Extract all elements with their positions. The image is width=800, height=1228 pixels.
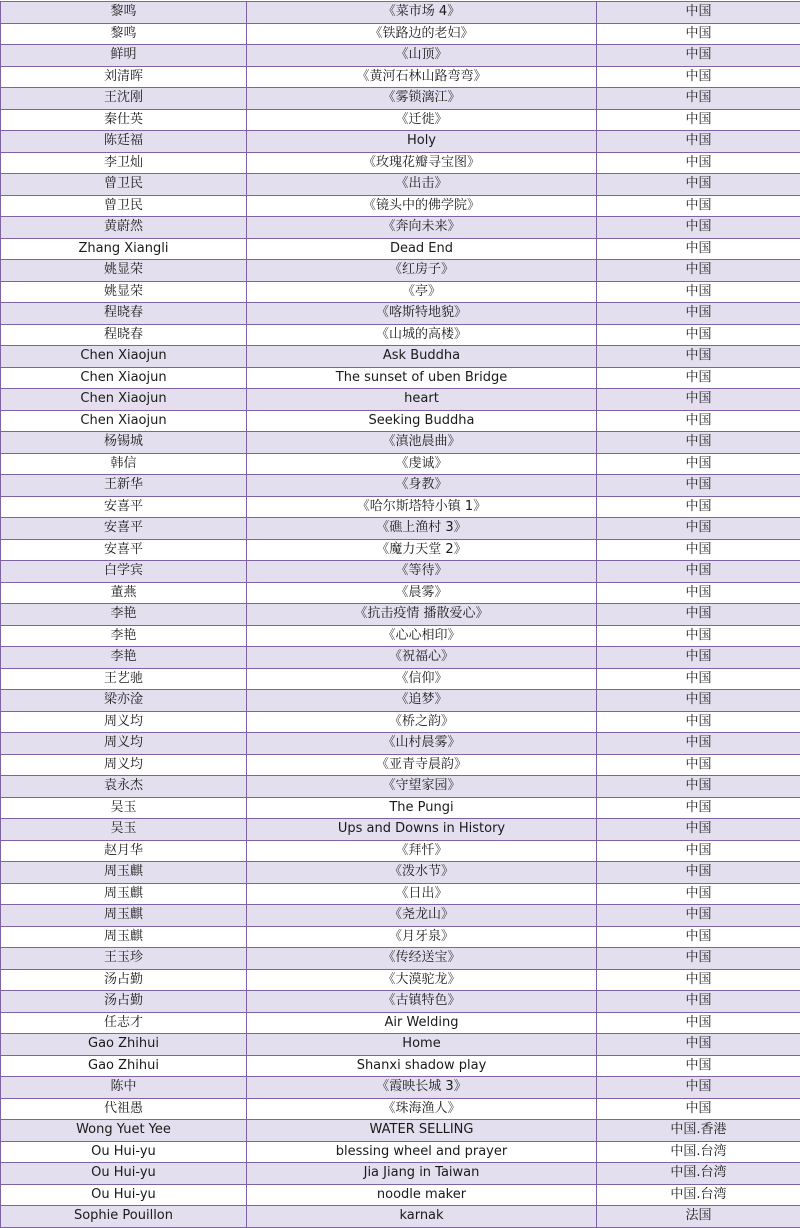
title-cell: 《虔诚》 bbox=[247, 453, 597, 475]
title-cell: 《铁路边的老妇》 bbox=[247, 23, 597, 45]
table-row bbox=[1, 1163, 800, 1185]
country-cell: 中国 bbox=[597, 518, 800, 540]
country-cell: 中国 bbox=[597, 969, 800, 991]
author-cell: 周义均 bbox=[1, 733, 247, 755]
author-cell: 周玉麒 bbox=[1, 862, 247, 884]
country-cell: 中国 bbox=[597, 217, 800, 239]
country-cell: 中国 bbox=[597, 303, 800, 325]
table-row bbox=[1, 561, 800, 583]
country-cell: 中国 bbox=[597, 647, 800, 669]
author-cell: 周玉麒 bbox=[1, 883, 247, 905]
title-cell: 《黄河石林山路弯弯》 bbox=[247, 66, 597, 88]
table-row bbox=[1, 496, 800, 518]
table-row bbox=[1, 1034, 800, 1056]
title-cell: 《大漠驼龙》 bbox=[247, 969, 597, 991]
entries-table-body bbox=[1, 2, 800, 1228]
table-row bbox=[1, 88, 800, 110]
country-cell: 中国 bbox=[597, 1098, 800, 1120]
author-cell: 安喜平 bbox=[1, 539, 247, 561]
country-cell: 中国 bbox=[597, 367, 800, 389]
table-row bbox=[1, 1012, 800, 1034]
author-cell: Wong Yuet Yee bbox=[1, 1120, 247, 1142]
country-cell: 中国 bbox=[597, 475, 800, 497]
author-cell: 陈廷福 bbox=[1, 131, 247, 153]
title-cell: Shanxi shadow play bbox=[247, 1055, 597, 1077]
author-cell: 王艺驰 bbox=[1, 668, 247, 690]
country-cell: 中国 bbox=[597, 862, 800, 884]
country-cell: 中国 bbox=[597, 991, 800, 1013]
country-cell: 中国 bbox=[597, 711, 800, 733]
title-cell: 《桥之韵》 bbox=[247, 711, 597, 733]
author-cell: 李卫灿 bbox=[1, 152, 247, 174]
table-row bbox=[1, 346, 800, 368]
table-row bbox=[1, 905, 800, 927]
table-row bbox=[1, 862, 800, 884]
table-row bbox=[1, 2, 800, 24]
author-cell: Ou Hui-yu bbox=[1, 1163, 247, 1185]
table-row bbox=[1, 66, 800, 88]
title-cell: karnak bbox=[247, 1206, 597, 1228]
title-cell: 《玫瑰花瓣寻宝图》 bbox=[247, 152, 597, 174]
author-cell: Ou Hui-yu bbox=[1, 1184, 247, 1206]
title-cell: 《抗击疫情 播散爱心》 bbox=[247, 604, 597, 626]
author-cell: 赵月华 bbox=[1, 840, 247, 862]
country-cell: 中国.台湾 bbox=[597, 1163, 800, 1185]
table-row bbox=[1, 518, 800, 540]
country-cell: 中国 bbox=[597, 926, 800, 948]
country-cell: 中国.台湾 bbox=[597, 1184, 800, 1206]
table-row bbox=[1, 969, 800, 991]
title-cell: 《哈尔斯塔特小镇 1》 bbox=[247, 496, 597, 518]
title-cell: 《霞映长城 3》 bbox=[247, 1077, 597, 1099]
table-row bbox=[1, 260, 800, 282]
author-cell: 袁永杰 bbox=[1, 776, 247, 798]
table-row bbox=[1, 131, 800, 153]
country-cell: 中国 bbox=[597, 561, 800, 583]
country-cell: 中国 bbox=[597, 432, 800, 454]
table-row bbox=[1, 109, 800, 131]
country-cell: 中国 bbox=[597, 582, 800, 604]
table-row bbox=[1, 1206, 800, 1228]
table-row bbox=[1, 1184, 800, 1206]
author-cell: Ou Hui-yu bbox=[1, 1141, 247, 1163]
table-row bbox=[1, 303, 800, 325]
country-cell: 中国 bbox=[597, 88, 800, 110]
country-cell: 中国 bbox=[597, 346, 800, 368]
table-row bbox=[1, 625, 800, 647]
country-cell: 中国.香港 bbox=[597, 1120, 800, 1142]
country-cell: 中国 bbox=[597, 1034, 800, 1056]
title-cell: 《亚青寺晨韵》 bbox=[247, 754, 597, 776]
table-row bbox=[1, 539, 800, 561]
table-row bbox=[1, 432, 800, 454]
author-cell: 李艳 bbox=[1, 647, 247, 669]
author-cell: 程晓春 bbox=[1, 303, 247, 325]
title-cell: 《古镇特色》 bbox=[247, 991, 597, 1013]
country-cell: 中国 bbox=[597, 797, 800, 819]
title-cell: 《珠海渔人》 bbox=[247, 1098, 597, 1120]
table-row bbox=[1, 281, 800, 303]
table-row bbox=[1, 152, 800, 174]
author-cell: 黄蔚然 bbox=[1, 217, 247, 239]
country-cell: 中国.台湾 bbox=[597, 1141, 800, 1163]
title-cell: 《身教》 bbox=[247, 475, 597, 497]
country-cell: 中国 bbox=[597, 281, 800, 303]
country-cell: 中国 bbox=[597, 109, 800, 131]
title-cell: 《信仰》 bbox=[247, 668, 597, 690]
country-cell: 中国 bbox=[597, 840, 800, 862]
title-cell: 《山顶》 bbox=[247, 45, 597, 67]
author-cell: 梁亦淦 bbox=[1, 690, 247, 712]
country-cell: 中国 bbox=[597, 131, 800, 153]
title-cell: heart bbox=[247, 389, 597, 411]
title-cell: 《魔力天堂 2》 bbox=[247, 539, 597, 561]
author-cell: 韩信 bbox=[1, 453, 247, 475]
author-cell: 黎鸣 bbox=[1, 23, 247, 45]
table-row bbox=[1, 582, 800, 604]
author-cell: 董燕 bbox=[1, 582, 247, 604]
table-row bbox=[1, 1141, 800, 1163]
country-cell: 中国 bbox=[597, 539, 800, 561]
author-cell: 代祖愚 bbox=[1, 1098, 247, 1120]
title-cell: 《拜忏》 bbox=[247, 840, 597, 862]
country-cell: 中国 bbox=[597, 174, 800, 196]
title-cell: Ups and Downs in History bbox=[247, 819, 597, 841]
author-cell: 白学宾 bbox=[1, 561, 247, 583]
country-cell: 中国 bbox=[597, 733, 800, 755]
author-cell: 曾卫民 bbox=[1, 174, 247, 196]
country-cell: 中国 bbox=[597, 66, 800, 88]
author-cell: Chen Xiaojun bbox=[1, 389, 247, 411]
title-cell: 《迁徙》 bbox=[247, 109, 597, 131]
author-cell: 王玉珍 bbox=[1, 948, 247, 970]
author-cell: Gao Zhihui bbox=[1, 1034, 247, 1056]
table-row bbox=[1, 410, 800, 432]
title-cell: Home bbox=[247, 1034, 597, 1056]
title-cell: noodle maker bbox=[247, 1184, 597, 1206]
country-cell: 中国 bbox=[597, 152, 800, 174]
title-cell: Holy bbox=[247, 131, 597, 153]
title-cell: 《泼水节》 bbox=[247, 862, 597, 884]
table-row bbox=[1, 819, 800, 841]
title-cell: Dead End bbox=[247, 238, 597, 260]
country-cell: 中国 bbox=[597, 195, 800, 217]
title-cell: 《镜头中的佛学院》 bbox=[247, 195, 597, 217]
author-cell: Chen Xiaojun bbox=[1, 367, 247, 389]
author-cell: 汤占勤 bbox=[1, 969, 247, 991]
country-cell: 中国 bbox=[597, 496, 800, 518]
table-row bbox=[1, 711, 800, 733]
title-cell: 《晨雾》 bbox=[247, 582, 597, 604]
country-cell: 中国 bbox=[597, 690, 800, 712]
table-row bbox=[1, 453, 800, 475]
table-row bbox=[1, 797, 800, 819]
title-cell: 《菜市场 4》 bbox=[247, 2, 597, 24]
title-cell: 《日出》 bbox=[247, 883, 597, 905]
title-cell: Seeking Buddha bbox=[247, 410, 597, 432]
table-row bbox=[1, 948, 800, 970]
table-row bbox=[1, 604, 800, 626]
title-cell: 《奔向未来》 bbox=[247, 217, 597, 239]
title-cell: 《红房子》 bbox=[247, 260, 597, 282]
country-cell: 中国 bbox=[597, 389, 800, 411]
table-row bbox=[1, 367, 800, 389]
table-row bbox=[1, 1055, 800, 1077]
table-row bbox=[1, 174, 800, 196]
author-cell: 汤占勤 bbox=[1, 991, 247, 1013]
table-row bbox=[1, 195, 800, 217]
country-cell: 中国 bbox=[597, 604, 800, 626]
title-cell: 《传经送宝》 bbox=[247, 948, 597, 970]
table-row bbox=[1, 733, 800, 755]
author-cell: 王新华 bbox=[1, 475, 247, 497]
author-cell: 曾卫民 bbox=[1, 195, 247, 217]
author-cell: 任志才 bbox=[1, 1012, 247, 1034]
author-cell: 吴玉 bbox=[1, 819, 247, 841]
title-cell: 《喀斯特地貌》 bbox=[247, 303, 597, 325]
country-cell: 中国 bbox=[597, 410, 800, 432]
table-row bbox=[1, 991, 800, 1013]
author-cell: Chen Xiaojun bbox=[1, 410, 247, 432]
country-cell: 中国 bbox=[597, 2, 800, 24]
author-cell: 周义均 bbox=[1, 754, 247, 776]
author-cell: Sophie Pouillon bbox=[1, 1206, 247, 1228]
country-cell: 中国 bbox=[597, 23, 800, 45]
table-row bbox=[1, 389, 800, 411]
table-row bbox=[1, 883, 800, 905]
country-cell: 中国 bbox=[597, 1077, 800, 1099]
author-cell: 周玉麒 bbox=[1, 926, 247, 948]
author-cell: 程晓春 bbox=[1, 324, 247, 346]
title-cell: 《出击》 bbox=[247, 174, 597, 196]
table-row bbox=[1, 23, 800, 45]
author-cell: 吴玉 bbox=[1, 797, 247, 819]
title-cell: 《尧龙山》 bbox=[247, 905, 597, 927]
country-cell: 中国 bbox=[597, 776, 800, 798]
title-cell: 《等待》 bbox=[247, 561, 597, 583]
title-cell: 《亭》 bbox=[247, 281, 597, 303]
author-cell: 姚显荣 bbox=[1, 281, 247, 303]
author-cell: Gao Zhihui bbox=[1, 1055, 247, 1077]
title-cell: 《礁上渔村 3》 bbox=[247, 518, 597, 540]
author-cell: 王沈刚 bbox=[1, 88, 247, 110]
author-cell: 安喜平 bbox=[1, 518, 247, 540]
country-cell: 中国 bbox=[597, 1055, 800, 1077]
table-row bbox=[1, 1077, 800, 1099]
country-cell: 中国 bbox=[597, 324, 800, 346]
table-row bbox=[1, 45, 800, 67]
title-cell: 《雾锁漓江》 bbox=[247, 88, 597, 110]
table-row bbox=[1, 926, 800, 948]
country-cell: 中国 bbox=[597, 668, 800, 690]
country-cell: 中国 bbox=[597, 260, 800, 282]
country-cell: 中国 bbox=[597, 754, 800, 776]
author-cell: 李艳 bbox=[1, 604, 247, 626]
country-cell: 中国 bbox=[597, 883, 800, 905]
author-cell: 黎鸣 bbox=[1, 2, 247, 24]
table-row bbox=[1, 668, 800, 690]
title-cell: 《滇池晨曲》 bbox=[247, 432, 597, 454]
author-cell: Zhang Xiangli bbox=[1, 238, 247, 260]
title-cell: Ask Buddha bbox=[247, 346, 597, 368]
country-cell: 法国 bbox=[597, 1206, 800, 1228]
country-cell: 中国 bbox=[597, 45, 800, 67]
table-row bbox=[1, 475, 800, 497]
author-cell: 周玉麒 bbox=[1, 905, 247, 927]
author-cell: 周义均 bbox=[1, 711, 247, 733]
title-cell: Jia Jiang in Taiwan bbox=[247, 1163, 597, 1185]
table-row bbox=[1, 776, 800, 798]
table-row bbox=[1, 840, 800, 862]
author-cell: 李艳 bbox=[1, 625, 247, 647]
title-cell: 《祝福心》 bbox=[247, 647, 597, 669]
country-cell: 中国 bbox=[597, 453, 800, 475]
country-cell: 中国 bbox=[597, 1012, 800, 1034]
author-cell: 杨锡城 bbox=[1, 432, 247, 454]
table-row bbox=[1, 1120, 800, 1142]
author-cell: Chen Xiaojun bbox=[1, 346, 247, 368]
author-cell: 秦仕英 bbox=[1, 109, 247, 131]
table-row bbox=[1, 324, 800, 346]
author-cell: 陈中 bbox=[1, 1077, 247, 1099]
title-cell: The Pungi bbox=[247, 797, 597, 819]
author-cell: 安喜平 bbox=[1, 496, 247, 518]
country-cell: 中国 bbox=[597, 238, 800, 260]
title-cell: 《月牙泉》 bbox=[247, 926, 597, 948]
title-cell: The sunset of uben Bridge bbox=[247, 367, 597, 389]
author-cell: 刘清晖 bbox=[1, 66, 247, 88]
title-cell: 《山城的高楼》 bbox=[247, 324, 597, 346]
country-cell: 中国 bbox=[597, 948, 800, 970]
country-cell: 中国 bbox=[597, 625, 800, 647]
title-cell: WATER SELLING bbox=[247, 1120, 597, 1142]
table-row bbox=[1, 647, 800, 669]
title-cell: 《山村晨雾》 bbox=[247, 733, 597, 755]
table-row bbox=[1, 690, 800, 712]
title-cell: 《心心相印》 bbox=[247, 625, 597, 647]
author-cell: 姚显荣 bbox=[1, 260, 247, 282]
table-row bbox=[1, 217, 800, 239]
title-cell: blessing wheel and prayer bbox=[247, 1141, 597, 1163]
author-cell: 鲜明 bbox=[1, 45, 247, 67]
country-cell: 中国 bbox=[597, 905, 800, 927]
table-row bbox=[1, 238, 800, 260]
title-cell: 《追梦》 bbox=[247, 690, 597, 712]
title-cell: Air Welding bbox=[247, 1012, 597, 1034]
country-cell: 中国 bbox=[597, 819, 800, 841]
title-cell: 《守望家园》 bbox=[247, 776, 597, 798]
table-row bbox=[1, 1098, 800, 1120]
entries-table bbox=[0, 1, 800, 1228]
table-row bbox=[1, 754, 800, 776]
